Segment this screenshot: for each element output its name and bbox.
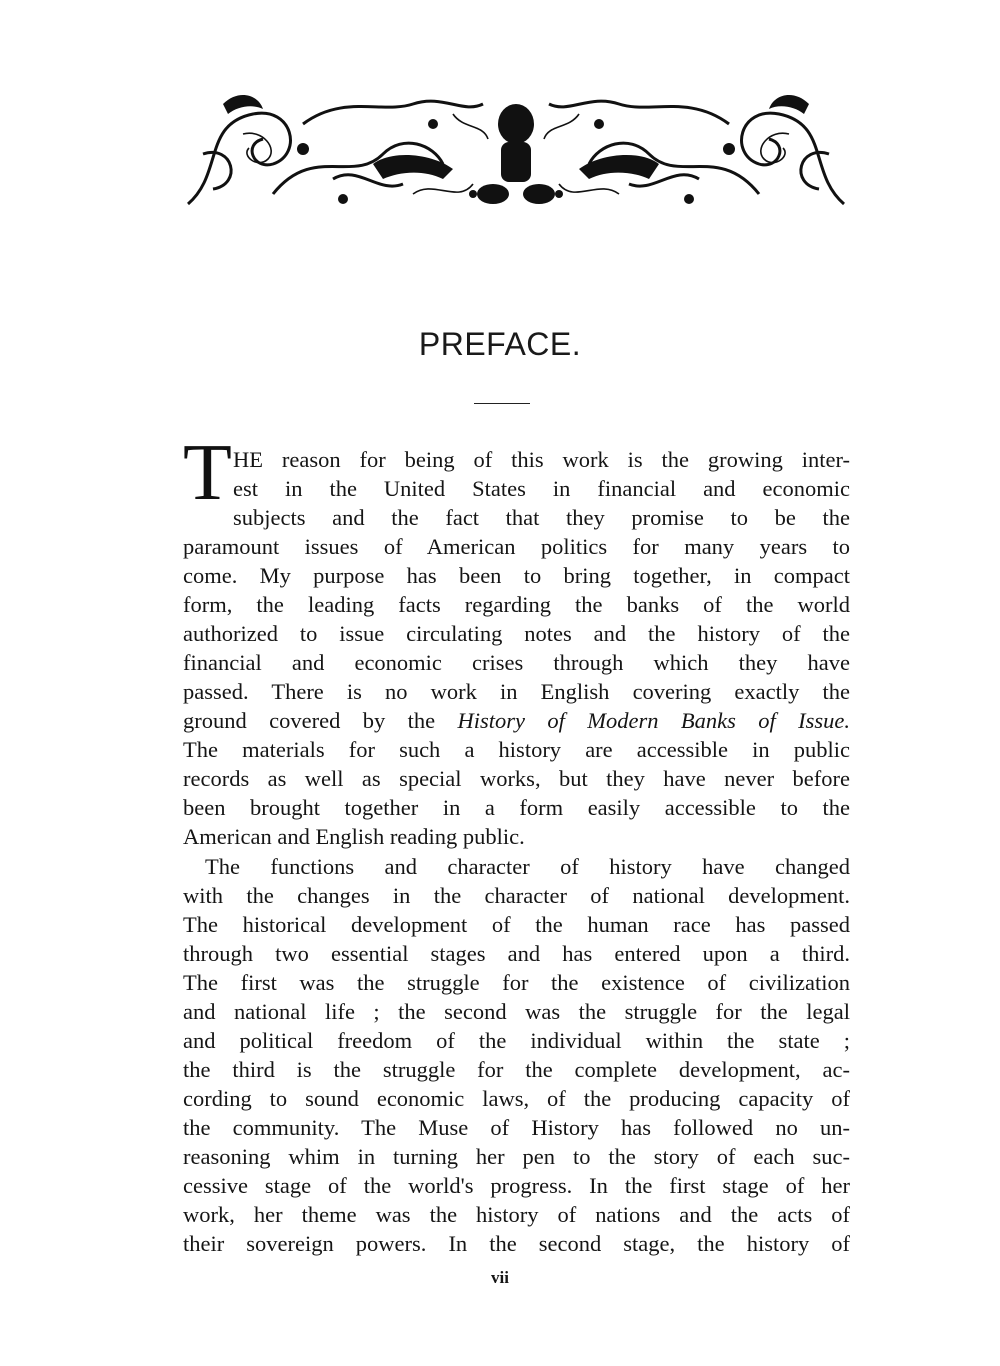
- text-line: through two essential stages and has entered upon a third.: [183, 941, 850, 966]
- text-line: been brought together in a form easily accessible to the: [183, 795, 850, 820]
- text-line: the community. The Muse of History has followed no un-: [183, 1115, 850, 1140]
- text-line: The functions and character of history have changed: [205, 854, 850, 879]
- text-line: The materials for such a history are accessible in public: [183, 737, 850, 762]
- page-number: vii: [491, 1268, 509, 1287]
- text-line: work, her theme was the history of nations and the acts of: [183, 1202, 850, 1227]
- text-line: est in the United States in financial and economic: [233, 476, 850, 501]
- text-line: [183, 706, 850, 735]
- page-title: PREFACE.: [418, 326, 582, 362]
- text-line: with the changes in the character of national development.: [183, 883, 850, 908]
- title-rule: [474, 403, 530, 404]
- text-line: paramount issues of American politics for many years to: [183, 534, 850, 559]
- text-line: their sovereign powers. In the second stage, the history of: [183, 1231, 850, 1256]
- text-line: The historical development of the human race has passed: [183, 912, 850, 937]
- text-line-start: ground covered by the: [183, 708, 458, 733]
- text-line: reasoning whim in turning her pen to the story of each suc-: [183, 1144, 850, 1169]
- text-line: and political freedom of the individual within the state ;: [183, 1028, 850, 1053]
- text-line: form, the leading facts regarding the banks of the world: [183, 592, 850, 617]
- text-line: financial and economic crises through which they have: [183, 650, 850, 675]
- book-title: History of Modern Banks of Issue.: [457, 708, 851, 733]
- decorative-headpiece-icon: [183, 84, 849, 212]
- text-line: come. My purpose has been to bring together, in compact: [183, 563, 850, 588]
- text-line: subjects and the fact that they promise to be the: [233, 505, 850, 530]
- text-line: HE reason for being of this work is the growing inter-: [233, 447, 850, 472]
- text-line: authorized to issue circulating notes and the history of the: [183, 621, 850, 646]
- text-line: and national life ; the second was the struggle for the legal: [183, 999, 850, 1024]
- drop-cap: T: [183, 429, 232, 517]
- text-line: passed. There is no work in English covering exactly the: [183, 679, 850, 704]
- text-line: the third is the struggle for the complete development, ac-: [183, 1057, 850, 1082]
- text-line: cording to sound economic laws, of the producing capacity of: [183, 1086, 850, 1111]
- text-line: American and English reading public.: [183, 824, 525, 849]
- text-line: The first was the struggle for the existence of civilization: [183, 970, 850, 995]
- text-line: records as well as special works, but they have never before: [183, 766, 850, 791]
- text-line: cessive stage of the world's progress. In the first stage of her: [183, 1173, 850, 1198]
